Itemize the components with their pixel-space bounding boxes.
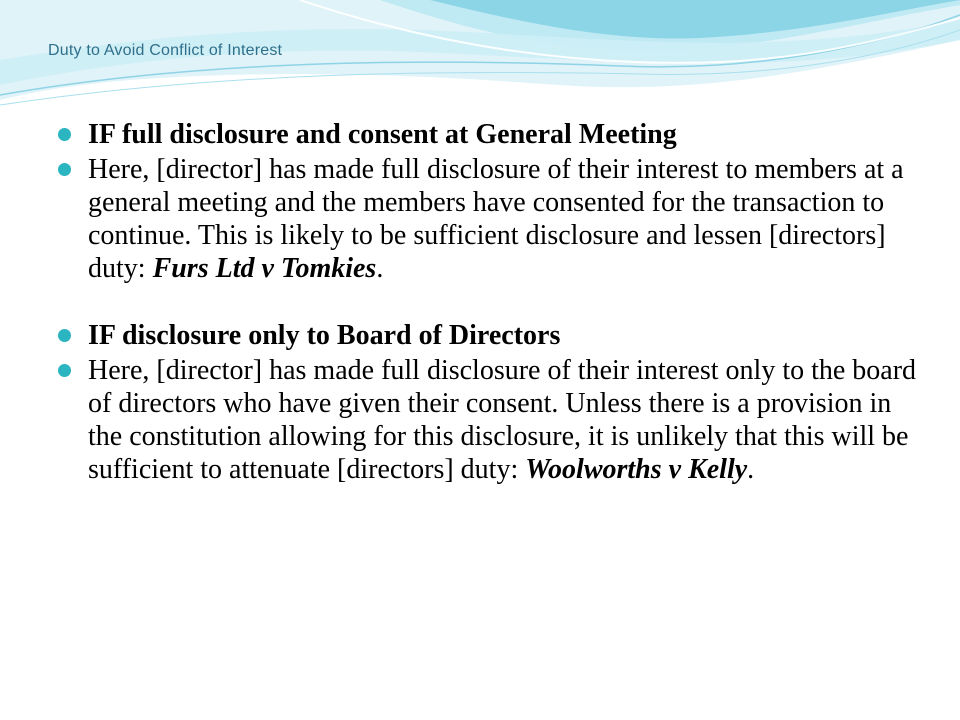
slide-title: Duty to Avoid Conflict of Interest xyxy=(48,42,283,59)
case-citation: Furs Ltd v Tomkies xyxy=(152,253,377,284)
bullet-heading-board xyxy=(58,319,928,352)
bullet-body-suffix: . xyxy=(376,253,384,284)
bullet-dot-icon xyxy=(58,128,71,141)
bullet-dot-icon xyxy=(58,364,71,377)
bullet-body-text xyxy=(88,355,916,485)
bullet-body-suffix: . xyxy=(747,454,755,485)
bullet-spacer xyxy=(58,287,928,319)
bullet-body-general-meeting xyxy=(58,153,928,285)
bullet-heading-text: IF disclosure only to Board of Directors xyxy=(88,320,561,351)
bullet-body-prefix: Here, [director] has made full disclosure of their interest only to the board of directors who have given their consent. Unless there is a provision in the constitution allowing for this disclosure, it is unlikely that this will be sufficient to attenuate [directors] duty: xyxy=(88,355,917,485)
bullet-list xyxy=(58,118,928,488)
header-wave-decoration xyxy=(0,0,960,120)
case-citation: Woolworths v Kelly xyxy=(525,454,748,485)
bullet-body-prefix: Here, [director] has made full disclosure of their interest to members at a general meeting and the members have consented for the transaction to continue. This is likely to be sufficient disclosure and lessen [directors] duty: xyxy=(88,154,904,284)
bullet-heading-general-meeting xyxy=(58,118,928,151)
bullet-dot-icon xyxy=(58,163,71,176)
bullet-heading-text: IF full disclosure and consent at General Meeting xyxy=(88,119,677,150)
bullet-dot-icon xyxy=(58,329,71,342)
bullet-body-text xyxy=(88,154,904,284)
bullet-body-board xyxy=(58,354,928,486)
